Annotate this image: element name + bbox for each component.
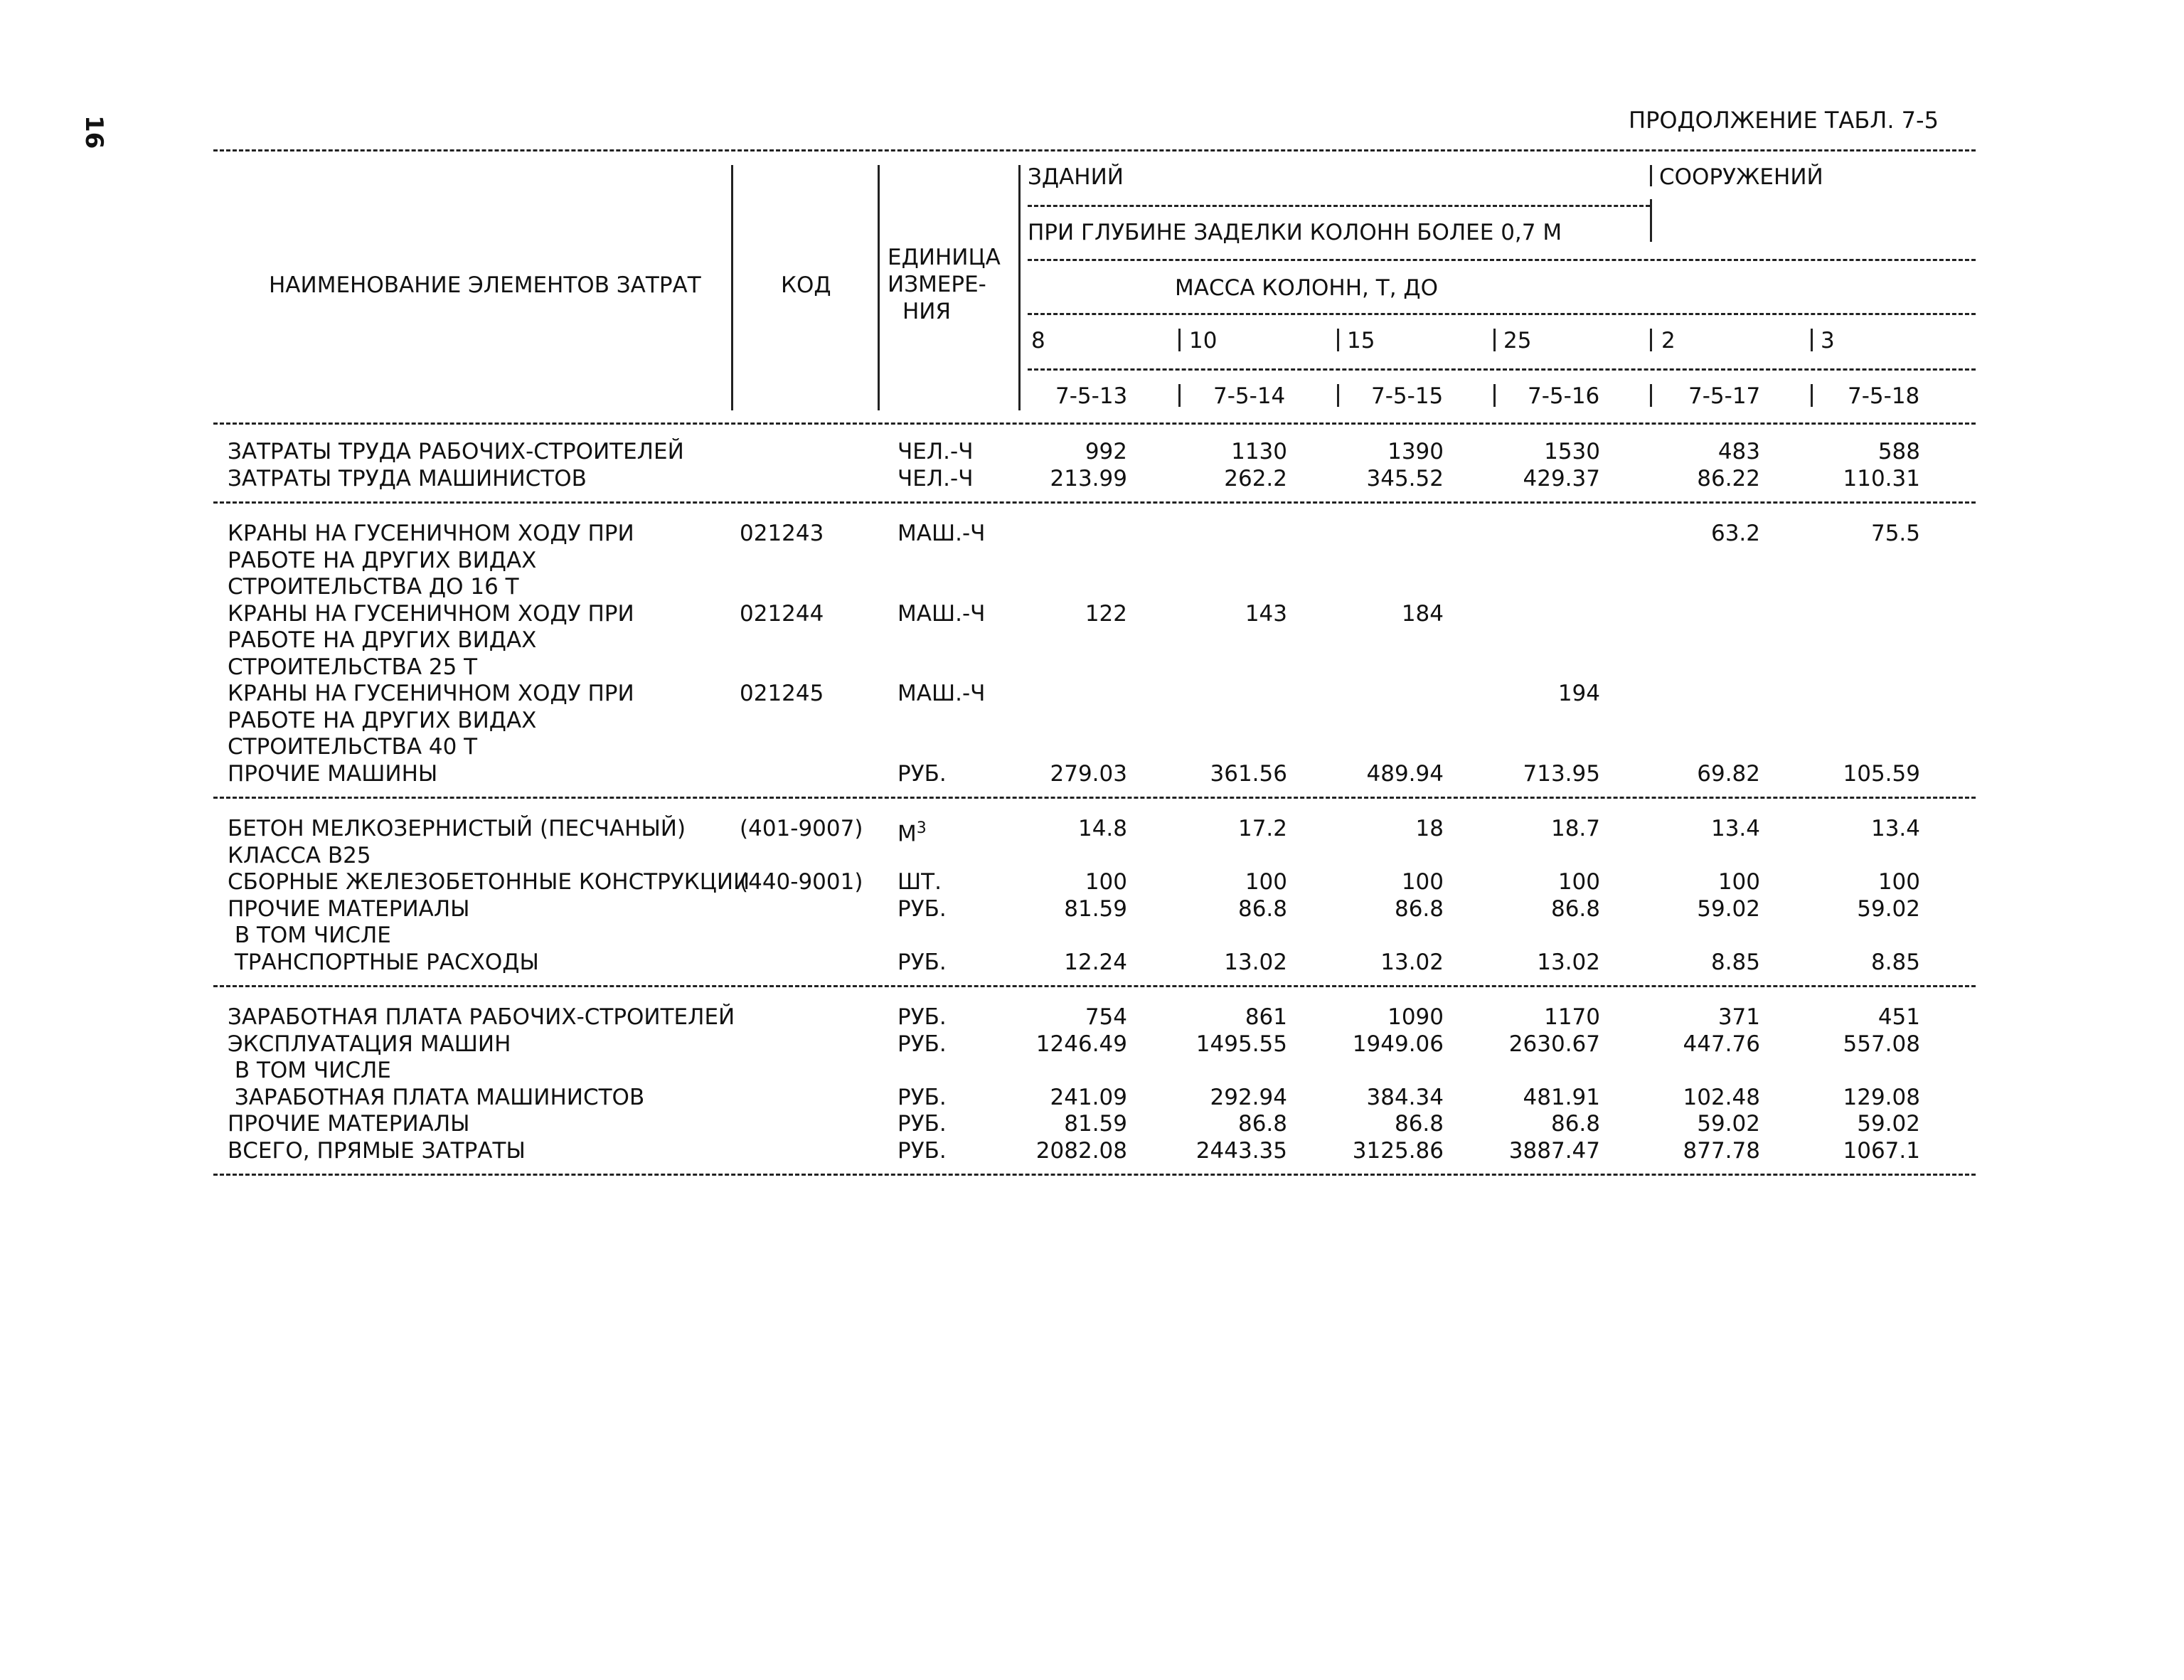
unit-cell: РУБ. [897, 1111, 947, 1137]
row-name: ПРОЧИЕ МАШИНЫ [228, 760, 438, 787]
mass-value: 2 [1661, 328, 1676, 353]
value-cell: 86.8 [1550, 895, 1600, 922]
value-cell: 1170 [1544, 1004, 1600, 1030]
value-cell: 588 [1877, 439, 1920, 464]
value-cell: 59.02 [1857, 895, 1920, 922]
separator-values [1018, 165, 1021, 410]
row-name: ЭКСПЛУАТАЦИЯ МАШИН [228, 1031, 511, 1057]
row-name: ВСЕГО, ПРЯМЫЕ ЗАТРАТЫ [228, 1137, 526, 1164]
value-cell: 713.95 [1523, 760, 1600, 787]
value-cell: 877.78 [1683, 1137, 1760, 1164]
value-cell: 481.91 [1523, 1084, 1600, 1110]
norm-code: 7-5-17 [1688, 383, 1761, 409]
value-cell: 86.8 [1394, 895, 1444, 922]
value-cell: 86.8 [1237, 1111, 1287, 1137]
unit-cell: МАШ.-Ч [897, 600, 986, 627]
value-cell: 18 [1415, 816, 1444, 841]
row-code: (440-9001) [740, 869, 863, 895]
separator-mass-5 [1650, 329, 1652, 351]
row-code: 021244 [740, 600, 824, 627]
value-cell: 69.82 [1697, 760, 1760, 787]
continuation-title: ПРОДОЛЖЕНИЕ ТАБЛ. 7-5 [1629, 107, 1939, 134]
separator-code-3 [1337, 384, 1339, 407]
value-cell: 100 [1245, 869, 1287, 895]
row-code: 021245 [740, 681, 824, 706]
row-code: 021243 [740, 521, 824, 546]
value-cell: 3125.86 [1352, 1137, 1444, 1164]
separator-mass-4 [1493, 329, 1496, 351]
value-cell: 105.59 [1843, 760, 1920, 787]
separator-depth-end [1650, 199, 1652, 242]
row-name: СБОРНЫЕ ЖЕЛЕЗОБЕТОННЫЕ КОНСТРУКЦИИ [228, 869, 750, 895]
value-cell: 1495.55 [1195, 1031, 1287, 1057]
value-cell: 345.52 [1366, 465, 1444, 491]
row-name: ЗАТРАТЫ ТРУДА МАШИНИСТОВ [228, 465, 587, 491]
value-cell: 184 [1401, 600, 1444, 627]
value-cell: 992 [1085, 439, 1127, 464]
value-cell: 194 [1557, 681, 1600, 706]
separator-mass-2 [1178, 329, 1181, 351]
value-cell: 1530 [1544, 439, 1600, 464]
unit-cell: РУБ. [897, 895, 947, 922]
value-cell: 292.94 [1210, 1084, 1287, 1110]
value-cell: 1246.49 [1035, 1031, 1127, 1057]
norm-code: 7-5-18 [1848, 383, 1920, 409]
value-cell: 13.02 [1224, 949, 1287, 975]
value-cell: 2630.67 [1508, 1031, 1600, 1057]
value-cell: 100 [1877, 869, 1920, 895]
value-cell: 489.94 [1366, 760, 1444, 787]
value-cell: 861 [1245, 1004, 1287, 1030]
header-mass: МАССА КОЛОНН, Т, ДО [1175, 275, 1439, 301]
value-cell: 429.37 [1523, 465, 1600, 491]
value-cell: 1390 [1387, 439, 1444, 464]
row-name: СТРОИТЕЛЬСТВА ДО 16 Т [228, 574, 519, 600]
rule-buildings [1028, 205, 1650, 207]
value-cell: 13.02 [1380, 949, 1444, 975]
section-rule [213, 1174, 1976, 1176]
row-name: ЗАРАБОТНАЯ ПЛАТА РАБОЧИХ-СТРОИТЕЛЕЙ [228, 1004, 735, 1030]
row-name: ПРОЧИЕ МАТЕРИАЛЫ [228, 895, 470, 922]
separator-code [731, 165, 733, 410]
value-cell: 8.85 [1870, 949, 1920, 975]
value-cell: 143 [1245, 600, 1287, 627]
unit-superscript: 3 [916, 819, 927, 837]
section-rule [213, 501, 1976, 504]
header-name-column: НАИМЕНОВАНИЕ ЭЛЕМЕНТОВ ЗАТРАТ [269, 272, 701, 298]
value-cell: 13.4 [1870, 816, 1920, 841]
value-cell: 110.31 [1843, 465, 1920, 491]
value-cell: 18.7 [1550, 816, 1600, 841]
row-name: РАБОТЕ НА ДРУГИХ ВИДАХ [228, 547, 537, 573]
separator-code-6 [1811, 384, 1813, 407]
value-cell: 262.2 [1224, 465, 1287, 491]
value-cell: 86.22 [1697, 465, 1760, 491]
value-cell: 75.5 [1870, 521, 1920, 546]
norm-code: 7-5-13 [1055, 383, 1128, 409]
section-rule [213, 797, 1976, 799]
value-cell: 81.59 [1064, 895, 1127, 922]
separator-mass-6 [1811, 329, 1813, 351]
norm-code: 7-5-15 [1371, 383, 1444, 409]
separator-structures [1650, 165, 1652, 186]
row-name: КРАНЫ НА ГУСЕНИЧНОМ ХОДУ ПРИ [228, 521, 634, 546]
mass-value: 15 [1347, 328, 1375, 353]
unit-cell: РУБ. [897, 949, 947, 975]
unit-cell: ШТ. [897, 869, 942, 895]
page-number: 16 [80, 115, 108, 149]
value-cell: 1090 [1387, 1004, 1444, 1030]
unit-cell: РУБ. [897, 760, 947, 787]
value-cell: 3887.47 [1508, 1137, 1600, 1164]
row-name: ЗАТРАТЫ ТРУДА РАБОЧИХ-СТРОИТЕЛЕЙ [228, 439, 684, 464]
value-cell: 754 [1085, 1004, 1127, 1030]
rule-mass [1028, 313, 1976, 315]
value-cell: 86.8 [1237, 895, 1287, 922]
row-name: РАБОТЕ НА ДРУГИХ ВИДАХ [228, 707, 537, 733]
row-code: (401-9007) [740, 816, 863, 841]
unit-cell: РУБ. [897, 1137, 947, 1164]
separator-code-2 [1178, 384, 1181, 407]
norm-code: 7-5-14 [1213, 383, 1286, 409]
mass-value: 3 [1821, 328, 1835, 353]
unit-cell: РУБ. [897, 1031, 947, 1057]
header-unit-line1: ЕДИНИЦА [888, 245, 1001, 270]
value-cell: 447.76 [1683, 1031, 1760, 1057]
row-name: СТРОИТЕЛЬСТВА 40 Т [228, 734, 478, 760]
value-cell: 2443.35 [1195, 1137, 1287, 1164]
header-unit-line2: ИЗМЕРЕ- [888, 272, 986, 297]
unit-cell: $М^3$ [897, 819, 927, 847]
unit-cell: ЧЕЛ.-Ч [897, 439, 974, 464]
mass-value: 10 [1189, 328, 1218, 353]
value-cell: 12.24 [1064, 949, 1127, 975]
unit-cell: РУБ. [897, 1004, 947, 1030]
value-cell: 13.02 [1537, 949, 1600, 975]
value-cell: 483 [1717, 439, 1760, 464]
mass-value: 25 [1503, 328, 1532, 353]
value-cell: 100 [1557, 869, 1600, 895]
value-cell: 17.2 [1237, 816, 1287, 841]
row-name: ПРОЧИЕ МАТЕРИАЛЫ [228, 1111, 470, 1137]
value-cell: 384.34 [1366, 1084, 1444, 1110]
rule-masses [1028, 368, 1976, 371]
separator-mass-3 [1337, 329, 1339, 351]
value-cell: 451 [1877, 1004, 1920, 1030]
row-name: СТРОИТЕЛЬСТВА 25 Т [228, 654, 478, 680]
rule-top [213, 149, 1976, 151]
header-depth: ПРИ ГЛУБИНЕ ЗАДЕЛКИ КОЛОНН БОЛЕЕ 0,7 М [1028, 220, 1562, 245]
row-name: ЗАРАБОТНАЯ ПЛАТА МАШИНИСТОВ [228, 1084, 645, 1110]
value-cell: 86.8 [1394, 1111, 1444, 1137]
row-name: КРАНЫ НА ГУСЕНИЧНОМ ХОДУ ПРИ [228, 600, 634, 627]
value-cell: 122 [1085, 600, 1127, 627]
value-cell: 63.2 [1710, 521, 1760, 546]
row-name: КРАНЫ НА ГУСЕНИЧНОМ ХОДУ ПРИ [228, 681, 634, 706]
value-cell: 59.02 [1697, 1111, 1760, 1137]
value-cell: 59.02 [1857, 1111, 1920, 1137]
value-cell: 1130 [1231, 439, 1287, 464]
header-buildings: ЗДАНИЙ [1028, 164, 1124, 190]
rule-header-bottom [213, 422, 1976, 425]
row-name: БЕТОН МЕЛКОЗЕРНИСТЫЙ (ПЕСЧАНЫЙ) [228, 816, 686, 841]
unit-cell: РУБ. [897, 1084, 947, 1110]
value-cell: 241.09 [1050, 1084, 1127, 1110]
row-name: В ТОМ ЧИСЛЕ [228, 923, 391, 948]
row-name: КЛАССА В25 [228, 842, 371, 868]
unit-cell: МАШ.-Ч [897, 521, 986, 546]
unit-cell: МАШ.-Ч [897, 681, 986, 706]
unit-cell: ЧЕЛ.-Ч [897, 465, 974, 491]
row-name: В ТОМ ЧИСЛЕ [228, 1058, 391, 1083]
value-cell: 13.4 [1710, 816, 1760, 841]
norm-code: 7-5-16 [1528, 383, 1600, 409]
header-structures: СООРУЖЕНИЙ [1659, 164, 1823, 190]
value-cell: 279.03 [1050, 760, 1127, 787]
value-cell: 2082.08 [1035, 1137, 1127, 1164]
value-cell: 100 [1401, 869, 1444, 895]
separator-code-4 [1493, 384, 1496, 407]
row-name: РАБОТЕ НА ДРУГИХ ВИДАХ [228, 627, 537, 653]
section-rule [213, 985, 1976, 987]
value-cell: 213.99 [1050, 465, 1127, 491]
value-cell: 100 [1085, 869, 1127, 895]
value-cell: 59.02 [1697, 895, 1760, 922]
mass-value: 8 [1031, 328, 1045, 353]
separator-code-5 [1650, 384, 1652, 407]
rule-depth [1028, 259, 1976, 261]
value-cell: 81.59 [1064, 1111, 1127, 1137]
value-cell: 102.48 [1683, 1084, 1760, 1110]
header-code-column: КОД [781, 272, 831, 298]
value-cell: 557.08 [1843, 1031, 1920, 1057]
value-cell: 100 [1717, 869, 1760, 895]
value-cell: 8.85 [1710, 949, 1760, 975]
value-cell: 1949.06 [1352, 1031, 1444, 1057]
row-name: ТРАНСПОРТНЫЕ РАСХОДЫ [228, 949, 539, 975]
value-cell: 371 [1717, 1004, 1760, 1030]
value-cell: 129.08 [1843, 1084, 1920, 1110]
value-cell: 86.8 [1550, 1111, 1600, 1137]
value-cell: 14.8 [1077, 816, 1127, 841]
separator-unit [878, 165, 880, 410]
value-cell: 361.56 [1210, 760, 1287, 787]
header-unit-line3: НИЯ [902, 299, 952, 324]
value-cell: 1067.1 [1843, 1137, 1920, 1164]
